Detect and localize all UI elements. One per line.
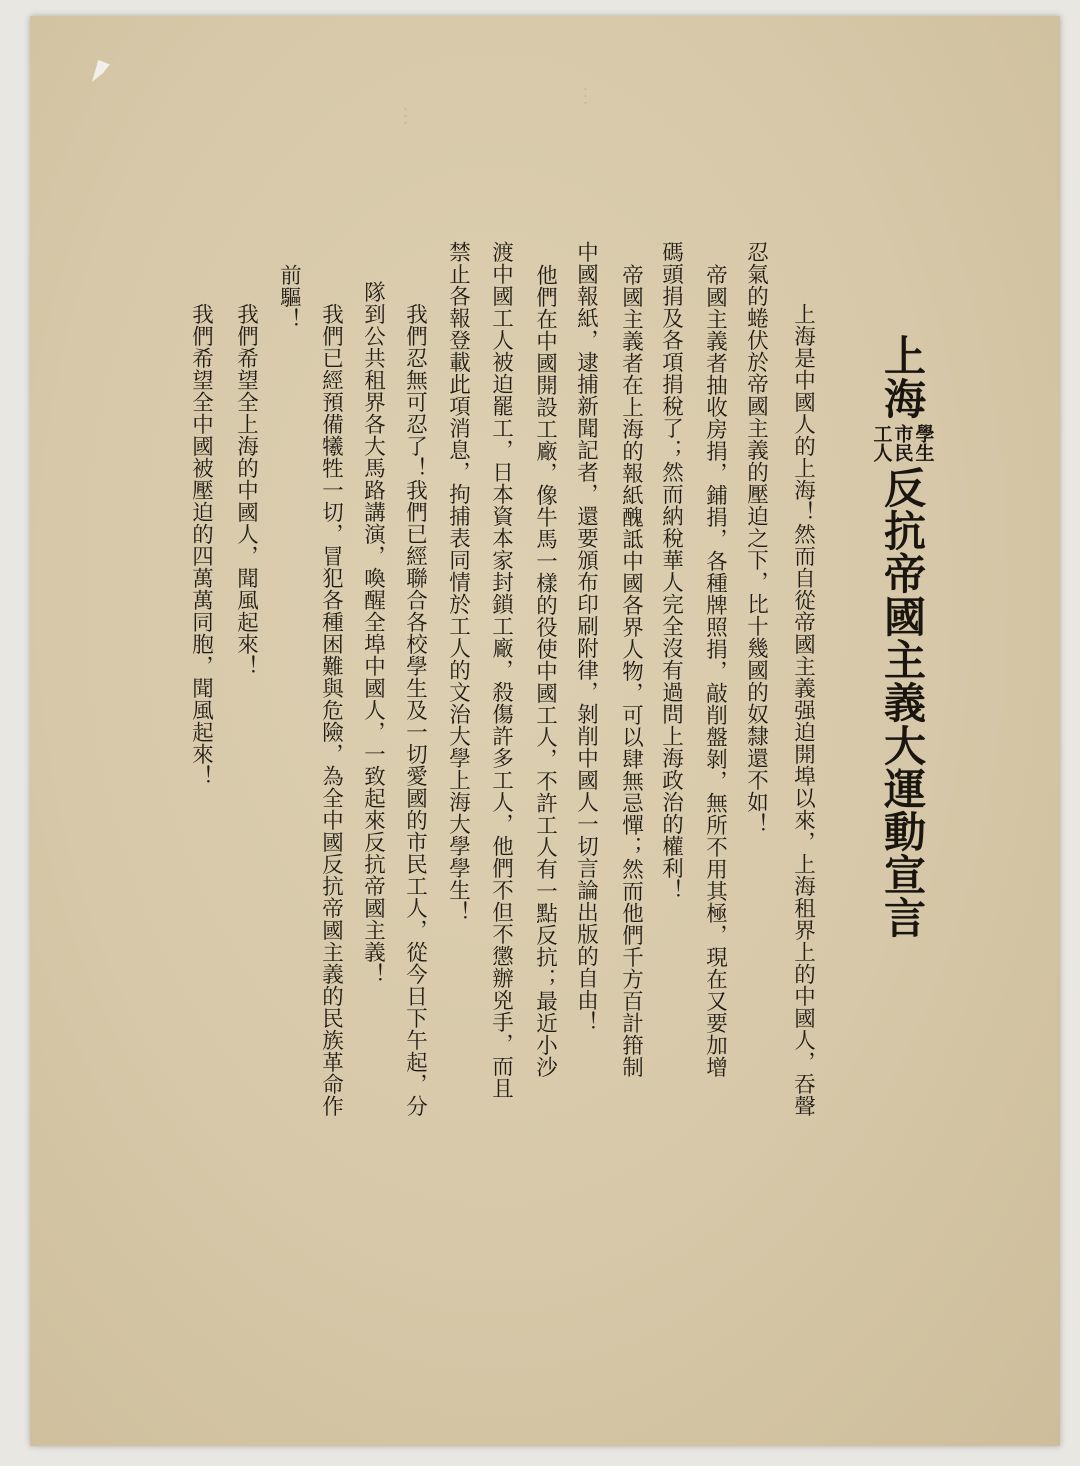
title-main: 反抗帝國主義大運動宣言 xyxy=(878,466,927,939)
text-column: 中國報紙，逮捕新聞記者，還要頒布印刷附律，剝削中國人一切言論出版的自由！ xyxy=(573,241,599,1033)
text-column: 前驅！ xyxy=(276,264,302,330)
bleed-through-mark: ︙ xyxy=(392,106,416,126)
title-prefix: 上海 xyxy=(878,334,927,420)
torn-corner xyxy=(92,60,110,82)
bleed-through-mark: ︙ xyxy=(572,86,596,106)
text-column: 帝國主義者在上海的報紙醜詆中國各界人物，可以肆無忌憚；然而他們千方百計箝制 xyxy=(618,264,644,1078)
text-column: 我們希望全上海的中國人，聞風起來！ xyxy=(233,303,259,677)
title-groups xyxy=(872,424,933,462)
text-column: 碼頭捐及各項捐稅了；然而納稅華人完全沒有過問上海政治的權利！ xyxy=(658,241,684,901)
text-column: 上海是中國人的上海！然而自從帝國主義强迫開埠以來，上海租界上的中國人，吞聲 xyxy=(790,303,816,1117)
title-group-citizens: 市民 xyxy=(891,424,914,462)
manifesto-sheet xyxy=(30,16,1060,1446)
text-column: 帝國主義者抽收房捐，鋪捐，各種牌照捐，敲削盤剝，無所不用其極，現在又要加增 xyxy=(702,264,728,1078)
text-column: 我們忍無可忍了！我們已經聯合各校學生及一切愛國的市民工人，從今日下午起，分 xyxy=(402,303,428,1117)
text-column: 他們在中國開設工廠，像牛馬一樣的役使中國工人，不許工人有一點反抗；最近小沙 xyxy=(532,264,558,1078)
text-column: 隊到公共租界各大馬路講演，喚醒全埠中國人，一致起來反抗帝國主義！ xyxy=(360,281,386,985)
title-group-students: 學生 xyxy=(912,424,935,462)
text-column: 忍氣的蜷伏於帝國主義的壓迫之下，比十幾國的奴隸還不如！ xyxy=(743,241,769,835)
text-column: 我們希望全中國被壓迫的四萬萬同胞，聞風起來！ xyxy=(188,303,214,787)
document-title xyxy=(870,334,935,939)
text-column: 禁止各報登載此項消息，拘捕表同情於工人的文治大學上海大學學生！ xyxy=(445,241,471,923)
text-column: 我們已經預備犧牲一切，冒犯各種困難與危險，為全中國反抗帝國主義的民族革命作 xyxy=(318,303,344,1117)
title-group-workers: 工人 xyxy=(870,424,893,462)
text-column: 渡中國工人被迫罷工，日本資本家封鎖工廠，殺傷許多工人，他們不但不懲辦兇手，而且 xyxy=(488,241,514,1099)
